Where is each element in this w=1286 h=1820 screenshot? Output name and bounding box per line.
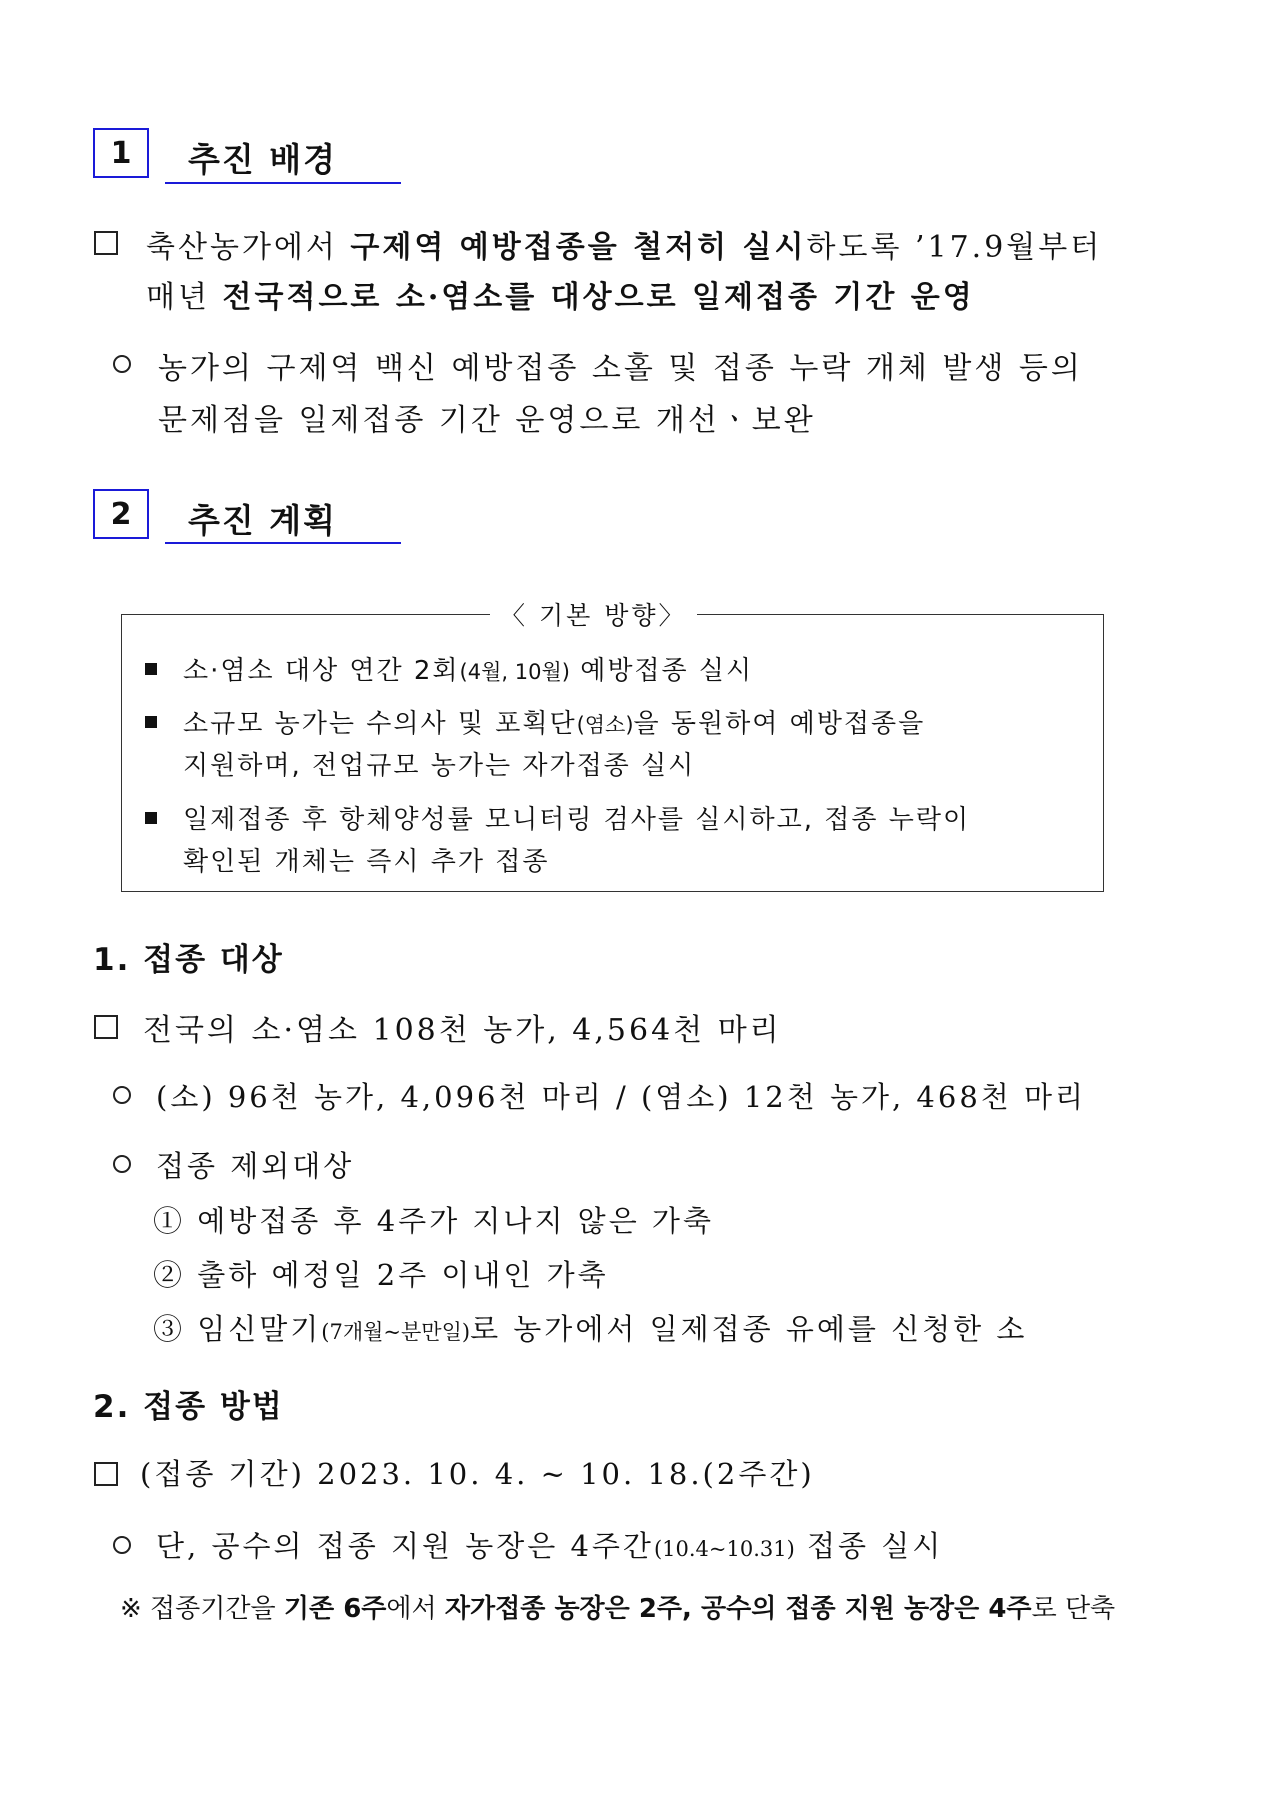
checkbox-bullet [94, 1462, 118, 1486]
checkbox-bullet [94, 231, 118, 255]
text-segment: 단, 공수의 접종 지원 농장은 4주간 [156, 1529, 654, 1563]
direction-item-3-line1: 일제접종 후 항체양성률 모니터링 검사를 실시하고, 접종 누락이 [183, 805, 971, 835]
bold-segment: 구제역 예방접종을 철저히 실시 [350, 230, 807, 265]
target-heading: 1. 접종 대상 [93, 942, 284, 978]
text-segment: ③ 임신말기 [153, 1312, 322, 1346]
text-segment: 접종 실시 [794, 1529, 944, 1563]
text-segment: 소규모 농가는 수의사 및 포획단 [183, 709, 577, 739]
background-sub-line2: 문제점을 일제접종 기간 운영으로 개선ㆍ보완 [158, 403, 816, 438]
bold-segment: 전국적으로 소·염소를 대상으로 일제접종 기간 운영 [222, 280, 975, 315]
bold-segment: 자가접종 농장은 2주, 공수의 접종 지원 농장은 4주 [444, 1594, 1032, 1624]
circle-bullet [113, 1155, 131, 1173]
circle-bullet [113, 1086, 131, 1104]
target-sub-1: (소) 96천 농가, 4,096천 마리 / (염소) 12천 농가, 468천 마리 [156, 1080, 1087, 1114]
text-segment: 소·염소 대상 연간 2회 [183, 656, 460, 686]
circle-bullet [113, 1536, 131, 1554]
note-mark: ※ [120, 1594, 142, 1624]
section-underline [165, 182, 401, 184]
section-title: 추진 계획 [188, 501, 338, 540]
checkbox-bullet [94, 1015, 118, 1039]
target-sub-2: 접종 제외대상 [156, 1149, 355, 1183]
square-bullet [145, 663, 157, 675]
section-number-box: 1 [93, 128, 149, 178]
circle-bullet [113, 355, 131, 373]
text-segment: 축산농가에서 [146, 230, 351, 265]
section-number-box: 2 [93, 489, 149, 539]
section-title: 추진 배경 [188, 140, 338, 179]
text-segment: 로 단축 [1031, 1594, 1116, 1624]
text-segment: 예방접종 실시 [569, 656, 754, 686]
section-underline [165, 542, 401, 544]
basic-direction-title: 〈 기본 방향〉 [490, 596, 697, 632]
direction-item-1 [183, 650, 753, 687]
target-main: 전국의 소·염소 108천 농가, 4,564천 마리 [143, 1013, 782, 1048]
square-bullet [145, 812, 157, 824]
text-segment: 매년 [146, 280, 223, 315]
bold-segment: 기존 6주 [283, 1594, 387, 1624]
exclusion-item-3 [153, 1307, 1027, 1348]
background-item-line2 [146, 272, 975, 316]
small-segment: (4월, 10월) [459, 660, 570, 684]
direction-item-2-line1 [183, 703, 925, 740]
direction-item-3-line2: 확인된 개체는 즉시 추가 접종 [183, 847, 550, 877]
text-segment: 접종기간을 [141, 1594, 284, 1624]
background-sub-line1: 농가의 구제역 백신 예방접종 소홀 및 접종 누락 개체 발생 등의 [158, 351, 1083, 386]
method-note [120, 1588, 1115, 1625]
small-segment: (7개월~분만일) [321, 1320, 471, 1344]
text-segment: 을 동원하여 예방접종을 [633, 709, 926, 739]
text-segment: 로 농가에서 일제접종 유예를 신청한 소 [470, 1312, 1028, 1346]
exclusion-item-1: ① 예방접종 후 4주가 지나지 않은 가축 [153, 1204, 714, 1238]
direction-item-2-line2: 지원하며, 전업규모 농가는 자가접종 실시 [183, 751, 696, 781]
text-segment: 하도록 ’17.9월부터 [806, 230, 1103, 265]
method-sub [156, 1524, 943, 1565]
exclusion-item-2: ② 출하 예정일 2주 이내인 가축 [153, 1258, 609, 1292]
text-segment: 에서 [386, 1594, 445, 1624]
square-bullet [145, 716, 157, 728]
background-item-line1 [146, 222, 1102, 266]
method-main: (접종 기간) 2023. 10. 4. ~ 10. 18.(2주간) [140, 1457, 815, 1491]
small-segment: (염소) [576, 713, 634, 737]
small-segment: (10.4~10.31) [653, 1537, 795, 1561]
method-heading: 2. 접종 방법 [93, 1389, 284, 1425]
